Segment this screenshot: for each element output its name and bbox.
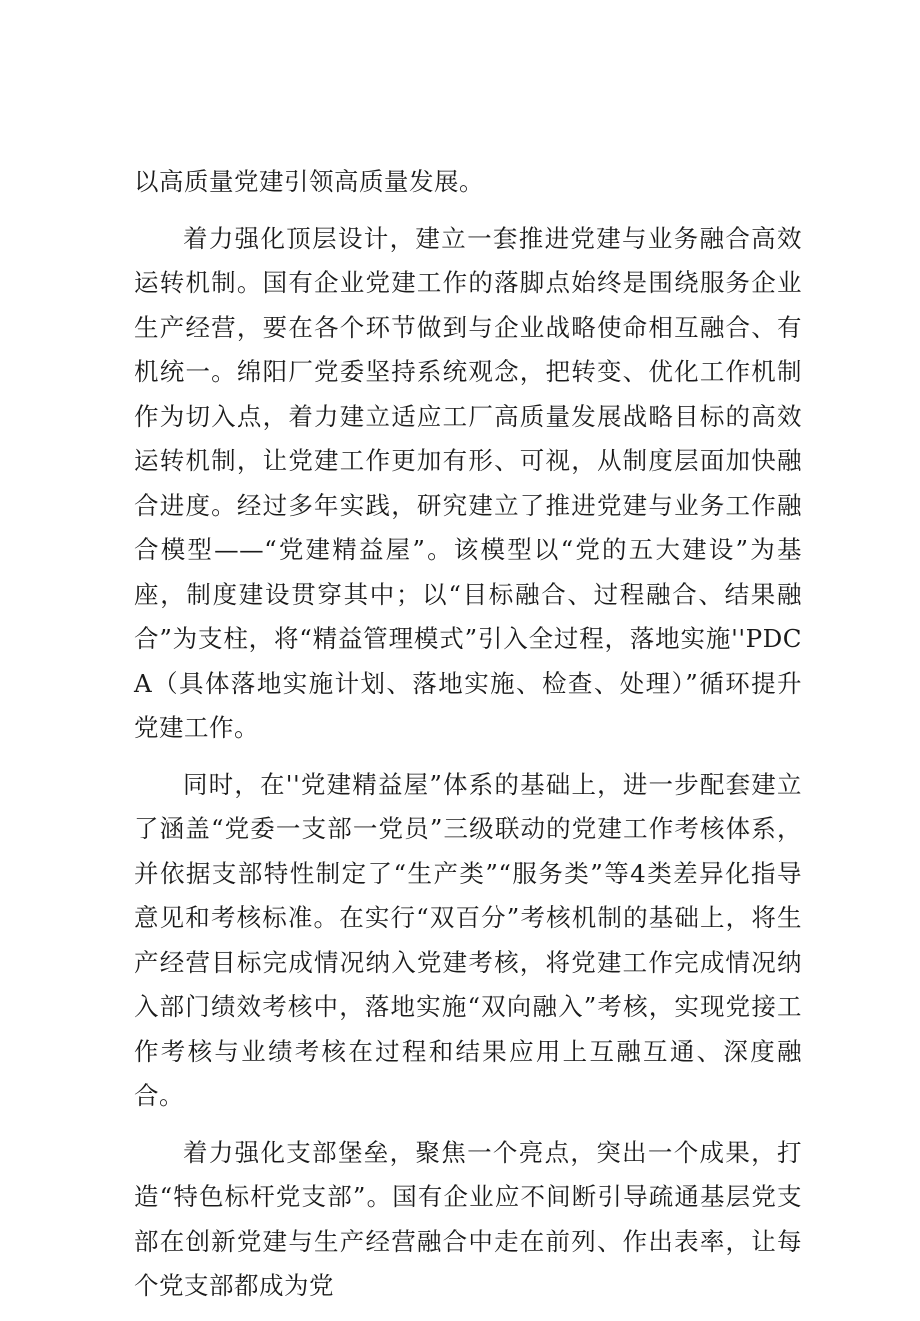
paragraph-3: 同时，在''党建精益屋”体系的基础上，进一步配套建立了涵盖“党委一支部一党员”三级联动的党建工作考核体系，并依据支部特性制定了“生产类”“服务类”等4类差异化指导意见和考核标准。在实行“双百分”考核机制的基础上，将生产经营目标完成情况纳入党建考核，将党建工作完成情况纳入部门绩效考核中，落地实施“双向融入”考核，实现党接工作考核与业绩考核在过程和结果应用上互融互通、深度融合。 — [134, 769, 802, 1110]
paragraph-4: 着力强化支部堡垒，聚焦一个亮点，突出一个成果，打造“特色标杆党支部”。国有企业应不间断引导疏通基层党支部在创新党建与生产经营融合中走在前列、作出表率，让每个党支部都成为党 — [134, 1137, 802, 1300]
paragraph-1: 以高质量党建引领高质量发展。 — [134, 167, 484, 196]
paragraph-2: 着力强化顶层设计，建立一套推进党建与业务融合高效运转机制。国有企业党建工作的落脚点始终是围绕服务企业生产经营，要在各个环节做到与企业战略使命相互融合、有机统一。绵阳厂党委坚持系统观念，把转变、优化工作机制作为切入点，着力建立适应工厂高质量发展战略目标的高效运转机制，让党建工作更加有形、可视，从制度层面加快融合进度。经过多年实践，研究建立了推进党建与业务工作融合模型——“党建精益屋”。该模型以“党的五大建设”为基座，制度建设贯穿其中；以“目标融合、过程融合、结果融合”为支柱，将“精益管理模式”引入全过程，落地实施''PDCA（具体落地实施计划、落地实施、检查、处理）”循环提升党建工作。 — [134, 223, 802, 742]
document-body — [134, 160, 802, 1321]
